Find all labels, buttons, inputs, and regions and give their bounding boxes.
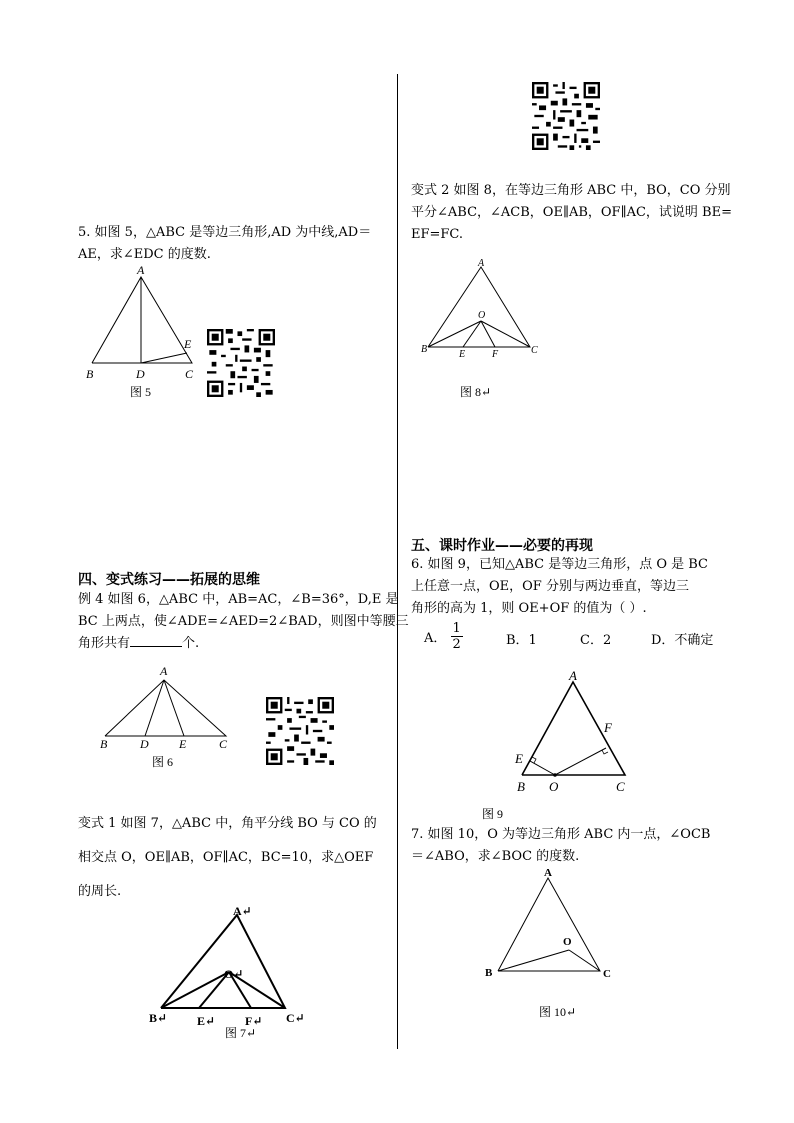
fig9-label-f: F xyxy=(604,720,612,735)
fig10-caption: 图 10↵ xyxy=(539,1005,577,1019)
fig9-label-a: A xyxy=(569,668,577,683)
fraction-one-half: $\frac{1}{2}$ xyxy=(452,621,461,652)
figure-9 xyxy=(482,668,638,823)
fig8-label-e: E xyxy=(459,349,466,360)
fig5-label-a: A xyxy=(137,263,145,277)
fig8-label-c: C xyxy=(531,345,538,356)
fig6-caption: 图 6 xyxy=(152,755,174,769)
fig8-caption: 图 8↵ xyxy=(460,385,492,399)
fig7-label-b: B↵ xyxy=(149,1011,168,1025)
qr-code-icon xyxy=(207,329,275,397)
fig5-label-e: E xyxy=(184,337,192,351)
fig8-label-b: B xyxy=(421,344,428,355)
fig7-label-o: O↵ xyxy=(224,967,244,981)
question5-text: 5. 如图 5，△ABC 是等边三角形,AD 为中线,AD＝ AE，求∠EDC 的度数. xyxy=(78,225,372,262)
column-divider xyxy=(397,74,398,1049)
fig7-label-e: E↵ xyxy=(197,1014,216,1028)
answer-blank xyxy=(130,634,182,647)
fig8-label-a: A xyxy=(478,258,485,269)
fig6-label-e: E xyxy=(179,737,187,751)
fig9-label-o: O xyxy=(549,779,559,794)
figure-7 xyxy=(145,902,320,1047)
fig6-label-c: C xyxy=(219,737,228,751)
fig7-label-f: F↵ xyxy=(245,1014,263,1028)
fig9-label-e: E xyxy=(515,751,523,766)
figure-8 xyxy=(420,255,545,405)
example4-text: 例 4 如图 6，△ABC 中，AB=AC，∠B=36°，D,E 是 BC 上两点，使∠ADE=∠AED=2∠BAD，则图中等腰三 角形共有 个. xyxy=(78,592,409,651)
fig9-caption: 图 9 xyxy=(482,807,504,821)
fig7-caption: 图 7↵ xyxy=(225,1026,257,1040)
fig5-caption: 图 5 xyxy=(130,385,152,399)
question6-text: 6. 如图 9，已知△ABC 是等边三角形，点 O 是 BC 上任意一点，OE，OF 分别与两边垂直，等边三 角形的高为 1，则 OE+OF 的值为（ ）. xyxy=(411,557,708,616)
fig10-label-c: C xyxy=(603,968,611,980)
fig5-label-b: B xyxy=(86,367,94,381)
q6-option-a: A． $\frac{1}{2}$ xyxy=(424,621,461,652)
figure-5 xyxy=(80,262,205,402)
fig10-label-a: A xyxy=(544,867,552,879)
figure-10 xyxy=(478,862,618,1022)
fig8-label-o: O xyxy=(478,310,486,321)
section5-title: 五、课时作业——必要的再现 xyxy=(411,538,593,554)
fig5-label-d: D xyxy=(136,367,145,381)
figure-6 xyxy=(95,660,240,775)
variant1-text: 变式 1 如图 7，△ABC 中，角平分线 BO 与 CO 的 相交点 O，OE∥AB，OF∥AC，BC=10，求△OEF 的周长. xyxy=(78,816,377,899)
fig5-label-c: C xyxy=(185,367,194,381)
fig6-label-a: A xyxy=(160,664,168,678)
fig9-label-c: C xyxy=(616,779,625,794)
fig7-label-c: C↵ xyxy=(286,1011,305,1025)
qr-code-icon xyxy=(266,697,334,765)
fig9-label-b: B xyxy=(517,779,525,794)
section4-title: 四、变式练习——拓展的思维 xyxy=(78,572,260,588)
fig7-label-a: A↵ xyxy=(233,904,252,918)
fig6-label-d: D xyxy=(140,737,149,751)
question7-text: 7. 如图 10，O 为等边三角形 ABC 内一点，∠OCB ＝∠ABO，求∠BOC 的度数. xyxy=(411,827,711,864)
q6-option-d: D．不确定 xyxy=(651,633,714,648)
fig10-label-b: B xyxy=(485,967,493,979)
qr-code-icon xyxy=(532,82,600,150)
variant2-text: 变式 2 如图 8，在等边三角形 ABC 中，BO，CO 分别 平分∠ABC，∠ACB，OE∥AB，OF∥AC，试说明 BE= EF=FC. xyxy=(411,183,732,242)
q6-option-b: B．1 xyxy=(506,633,537,648)
fig10-label-o: O xyxy=(563,936,572,948)
fig6-label-b: B xyxy=(100,737,108,751)
fig8-label-f: F xyxy=(492,349,499,360)
q6-option-c: C．2 xyxy=(580,633,612,648)
